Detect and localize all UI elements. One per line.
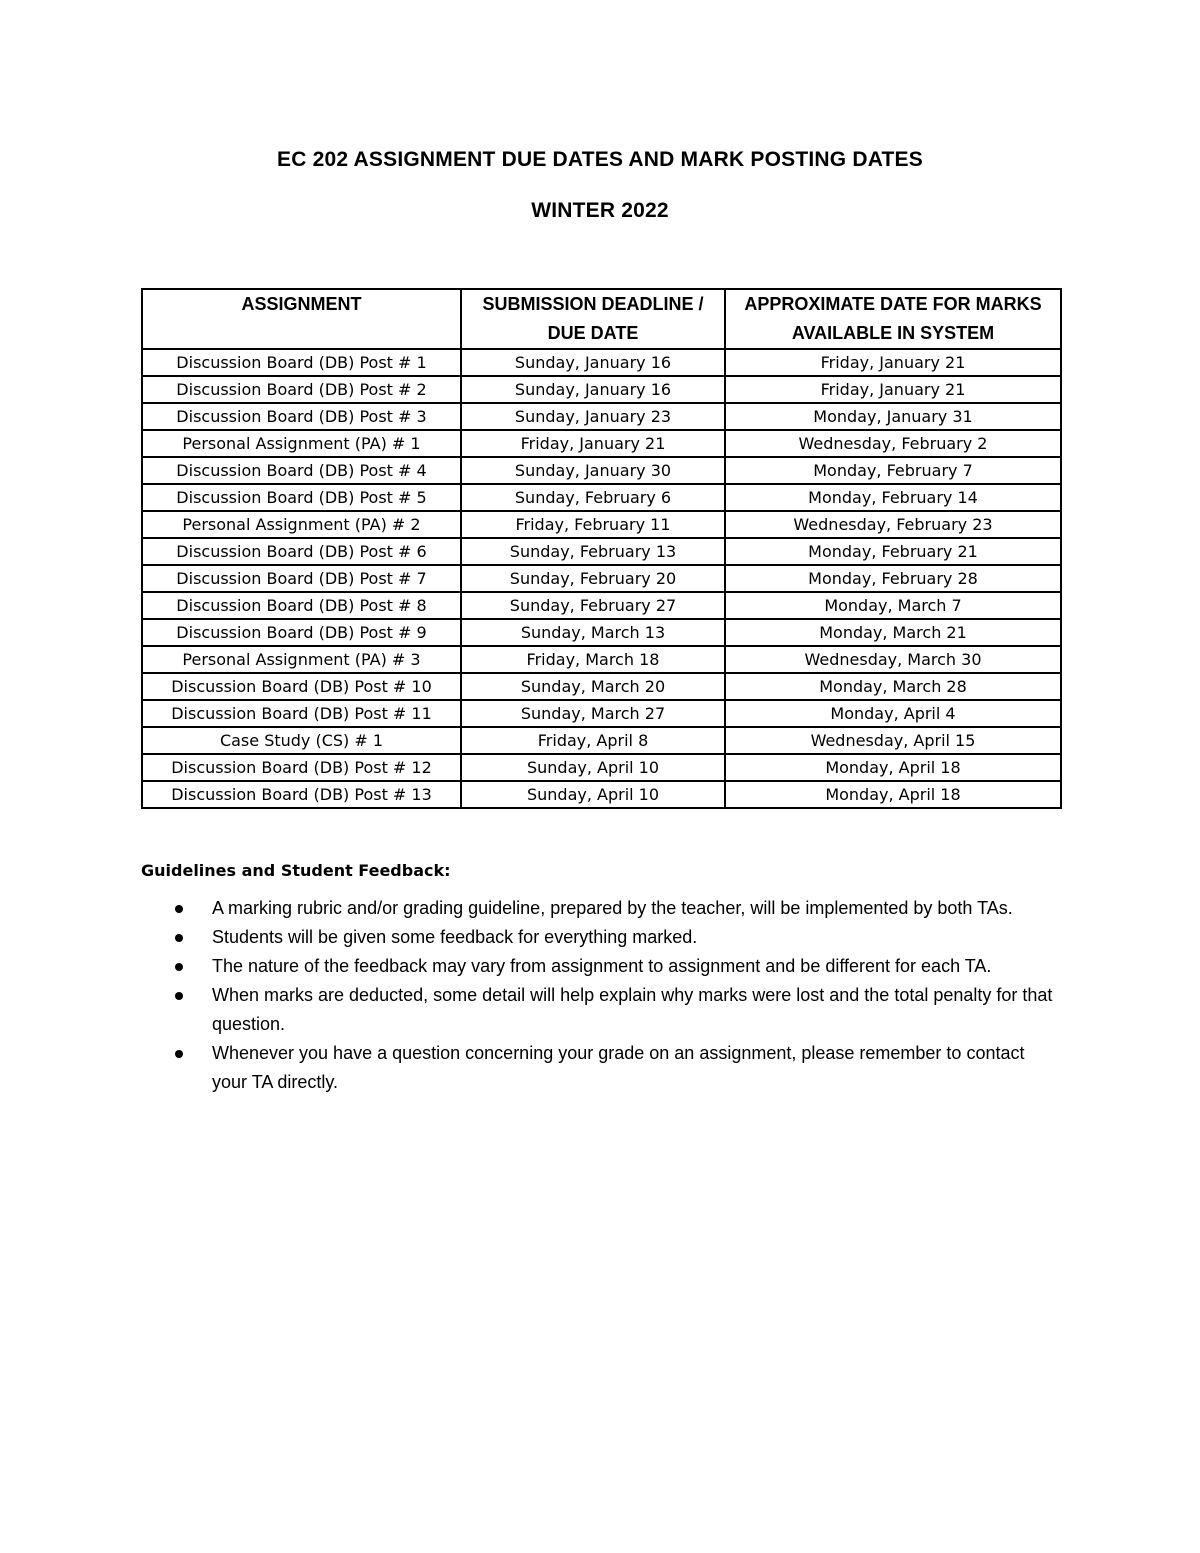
table-row [142, 349, 1061, 376]
cell-assignment: Discussion Board (DB) Post # 10 [142, 673, 461, 700]
cell-due-date: Friday, March 18 [461, 646, 725, 673]
cell-marks-date: Monday, March 21 [725, 619, 1061, 646]
guideline-text: The nature of the feedback may vary from assignment to assignment and be different for each TA. [212, 956, 992, 976]
table-row [142, 511, 1061, 538]
table-row [142, 754, 1061, 781]
table-row [142, 700, 1061, 727]
cell-marks-date: Wednesday, April 15 [725, 727, 1061, 754]
bullet-icon [175, 905, 183, 913]
cell-due-date: Sunday, January 23 [461, 403, 725, 430]
cell-assignment: Discussion Board (DB) Post # 13 [142, 781, 461, 808]
cell-due-date: Sunday, March 27 [461, 700, 725, 727]
guideline-item [141, 894, 1061, 923]
cell-due-date: Sunday, March 13 [461, 619, 725, 646]
guidelines-list [141, 894, 1061, 1097]
cell-due-date: Sunday, January 16 [461, 349, 725, 376]
cell-marks-date: Wednesday, March 30 [725, 646, 1061, 673]
table-row [142, 592, 1061, 619]
cell-marks-date: Monday, February 28 [725, 565, 1061, 592]
cell-assignment: Discussion Board (DB) Post # 11 [142, 700, 461, 727]
cell-marks-date: Monday, March 28 [725, 673, 1061, 700]
cell-assignment: Discussion Board (DB) Post # 8 [142, 592, 461, 619]
header-submission-deadline-text: SUBMISSION DEADLINE / DUE DATE [482, 294, 704, 343]
guideline-item [141, 981, 1061, 1039]
cell-assignment: Case Study (CS) # 1 [142, 727, 461, 754]
cell-due-date: Sunday, February 27 [461, 592, 725, 619]
header-marks-available [725, 289, 1061, 349]
guideline-text: Students will be given some feedback for everything marked. [212, 927, 698, 947]
cell-marks-date: Monday, February 14 [725, 484, 1061, 511]
guideline-text: Whenever you have a question concerning your grade on an assignment, please remember to contact your TA directly. [212, 1043, 1025, 1092]
schedule-table [141, 288, 1062, 809]
table-row [142, 673, 1061, 700]
table-row [142, 781, 1061, 808]
cell-marks-date: Monday, March 7 [725, 592, 1061, 619]
cell-due-date: Sunday, February 13 [461, 538, 725, 565]
cell-assignment: Discussion Board (DB) Post # 12 [142, 754, 461, 781]
cell-due-date: Friday, January 21 [461, 430, 725, 457]
cell-due-date: Sunday, April 10 [461, 754, 725, 781]
cell-marks-date: Monday, February 7 [725, 457, 1061, 484]
table-row [142, 565, 1061, 592]
cell-marks-date: Monday, April 4 [725, 700, 1061, 727]
table-header-row [142, 289, 1061, 349]
table-row [142, 538, 1061, 565]
cell-assignment: Personal Assignment (PA) # 1 [142, 430, 461, 457]
header-assignment: ASSIGNMENT [142, 289, 461, 349]
table-row [142, 727, 1061, 754]
bullet-icon [175, 1050, 183, 1058]
cell-marks-date: Wednesday, February 23 [725, 511, 1061, 538]
cell-marks-date: Friday, January 21 [725, 349, 1061, 376]
cell-marks-date: Monday, January 31 [725, 403, 1061, 430]
table-row [142, 646, 1061, 673]
header-marks-available-text: APPROXIMATE DATE FOR MARKS AVAILABLE IN SYSTEM [744, 294, 1042, 343]
table-body [142, 349, 1061, 808]
cell-assignment: Discussion Board (DB) Post # 7 [142, 565, 461, 592]
table-row [142, 403, 1061, 430]
guidelines-heading: Guidelines and Student Feedback: [141, 861, 451, 880]
cell-marks-date: Monday, April 18 [725, 754, 1061, 781]
cell-assignment: Discussion Board (DB) Post # 5 [142, 484, 461, 511]
cell-due-date: Sunday, April 10 [461, 781, 725, 808]
cell-assignment: Discussion Board (DB) Post # 3 [142, 403, 461, 430]
cell-due-date: Sunday, January 30 [461, 457, 725, 484]
cell-assignment: Discussion Board (DB) Post # 1 [142, 349, 461, 376]
cell-assignment: Personal Assignment (PA) # 2 [142, 511, 461, 538]
document-title: EC 202 ASSIGNMENT DUE DATES AND MARK POSTING DATES [277, 148, 923, 171]
table-row [142, 619, 1061, 646]
bullet-icon [175, 992, 183, 1000]
guideline-text: When marks are deducted, some detail will help explain why marks were lost and the total penalty for that question. [212, 985, 1053, 1034]
cell-marks-date: Wednesday, February 2 [725, 430, 1061, 457]
cell-marks-date: Monday, February 21 [725, 538, 1061, 565]
table-row [142, 376, 1061, 403]
cell-assignment: Personal Assignment (PA) # 3 [142, 646, 461, 673]
cell-due-date: Sunday, March 20 [461, 673, 725, 700]
table-row [142, 484, 1061, 511]
cell-assignment: Discussion Board (DB) Post # 4 [142, 457, 461, 484]
cell-assignment: Discussion Board (DB) Post # 6 [142, 538, 461, 565]
table-row [142, 457, 1061, 484]
cell-marks-date: Friday, January 21 [725, 376, 1061, 403]
guidelines-section [141, 858, 1061, 1097]
cell-due-date: Friday, April 8 [461, 727, 725, 754]
cell-due-date: Sunday, February 6 [461, 484, 725, 511]
cell-assignment: Discussion Board (DB) Post # 9 [142, 619, 461, 646]
cell-marks-date: Monday, April 18 [725, 781, 1061, 808]
cell-due-date: Friday, February 11 [461, 511, 725, 538]
guideline-item [141, 952, 1061, 981]
guideline-item [141, 1039, 1061, 1097]
cell-due-date: Sunday, January 16 [461, 376, 725, 403]
guideline-item [141, 923, 1061, 952]
cell-due-date: Sunday, February 20 [461, 565, 725, 592]
table-row [142, 430, 1061, 457]
guideline-text: A marking rubric and/or grading guideline, prepared by the teacher, will be implemented by both TAs. [212, 898, 1013, 918]
cell-assignment: Discussion Board (DB) Post # 2 [142, 376, 461, 403]
header-submission-deadline [461, 289, 725, 349]
bullet-icon [175, 934, 183, 942]
bullet-icon [175, 963, 183, 971]
document-subtitle: WINTER 2022 [531, 199, 669, 222]
